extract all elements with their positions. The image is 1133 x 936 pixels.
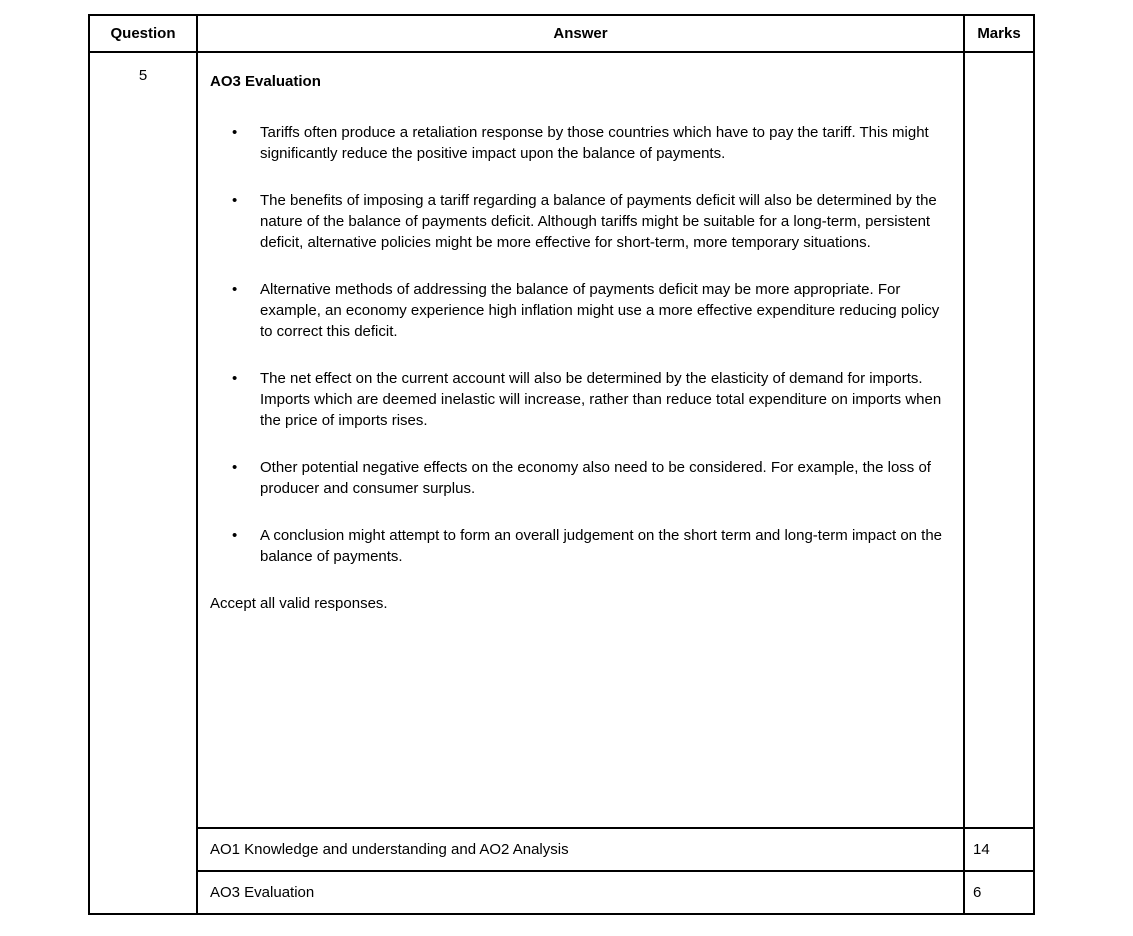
header-question: Question xyxy=(89,15,197,52)
mark-scheme-table xyxy=(88,14,1035,915)
answer-row xyxy=(89,52,1034,828)
header-answer: Answer xyxy=(197,15,964,52)
bullet-text: Alternative methods of addressing the balance of payments deficit may be more appropriate. For example, an economy experience high inflation might use a more effective expenditure reducing policy to correct this deficit. xyxy=(260,281,940,340)
bullet-icon: • xyxy=(232,124,238,141)
marks-cell-empty xyxy=(964,52,1034,828)
accept-note: Accept all valid responses. xyxy=(210,595,388,612)
ao1-marks-value: 14 xyxy=(964,828,1034,871)
ao3-marks-value: 6 xyxy=(964,871,1034,914)
ao1-marks-row xyxy=(89,828,1034,871)
bullet-icon: • xyxy=(232,527,238,544)
bullet-item xyxy=(210,525,953,567)
ao3-label: AO3 Evaluation xyxy=(197,871,964,914)
bullet-item xyxy=(210,279,953,342)
ao1-label: AO1 Knowledge and understanding and AO2 Analysis xyxy=(197,828,964,871)
bullet-icon: • xyxy=(232,192,238,209)
ao3-marks-row xyxy=(89,871,1034,914)
bullet-icon: • xyxy=(232,370,238,387)
bullet-text: Tariffs often produce a retaliation response by those countries which have to pay the tariff. This might significantly reduce the positive impact upon the balance of payments. xyxy=(260,124,929,162)
bullet-icon: • xyxy=(232,281,238,298)
bullet-item xyxy=(210,368,953,431)
answer-heading: AO3 Evaluation xyxy=(210,73,321,90)
header-marks: Marks xyxy=(964,15,1034,52)
header-row xyxy=(89,15,1034,52)
bullet-icon: • xyxy=(232,459,238,476)
bullet-text: A conclusion might attempt to form an overall judgement on the short term and long-term impact on the balance of payments. xyxy=(260,527,943,565)
bullet-text: The benefits of imposing a tariff regarding a balance of payments deficit will also be determined by the nature of the balance of payments deficit. Although tariffs might be suitable for a long-term, persistent deficit, alternative policies might be more effective for short-term, more temporary situations. xyxy=(260,192,937,251)
question-number-cell: 5 xyxy=(89,52,197,914)
bullet-text: The net effect on the current account will also be determined by the elasticity of demand for imports. Imports which are deemed inelastic will increase, rather than reduce total expenditure on imports when the price of imports rises. xyxy=(260,370,942,429)
bullet-item xyxy=(210,190,953,253)
bullet-item xyxy=(210,122,953,164)
bullet-item xyxy=(210,457,953,499)
answer-cell xyxy=(197,52,964,828)
bullet-text: Other potential negative effects on the economy also need to be considered. For example, the loss of producer and consumer surplus. xyxy=(260,459,931,497)
